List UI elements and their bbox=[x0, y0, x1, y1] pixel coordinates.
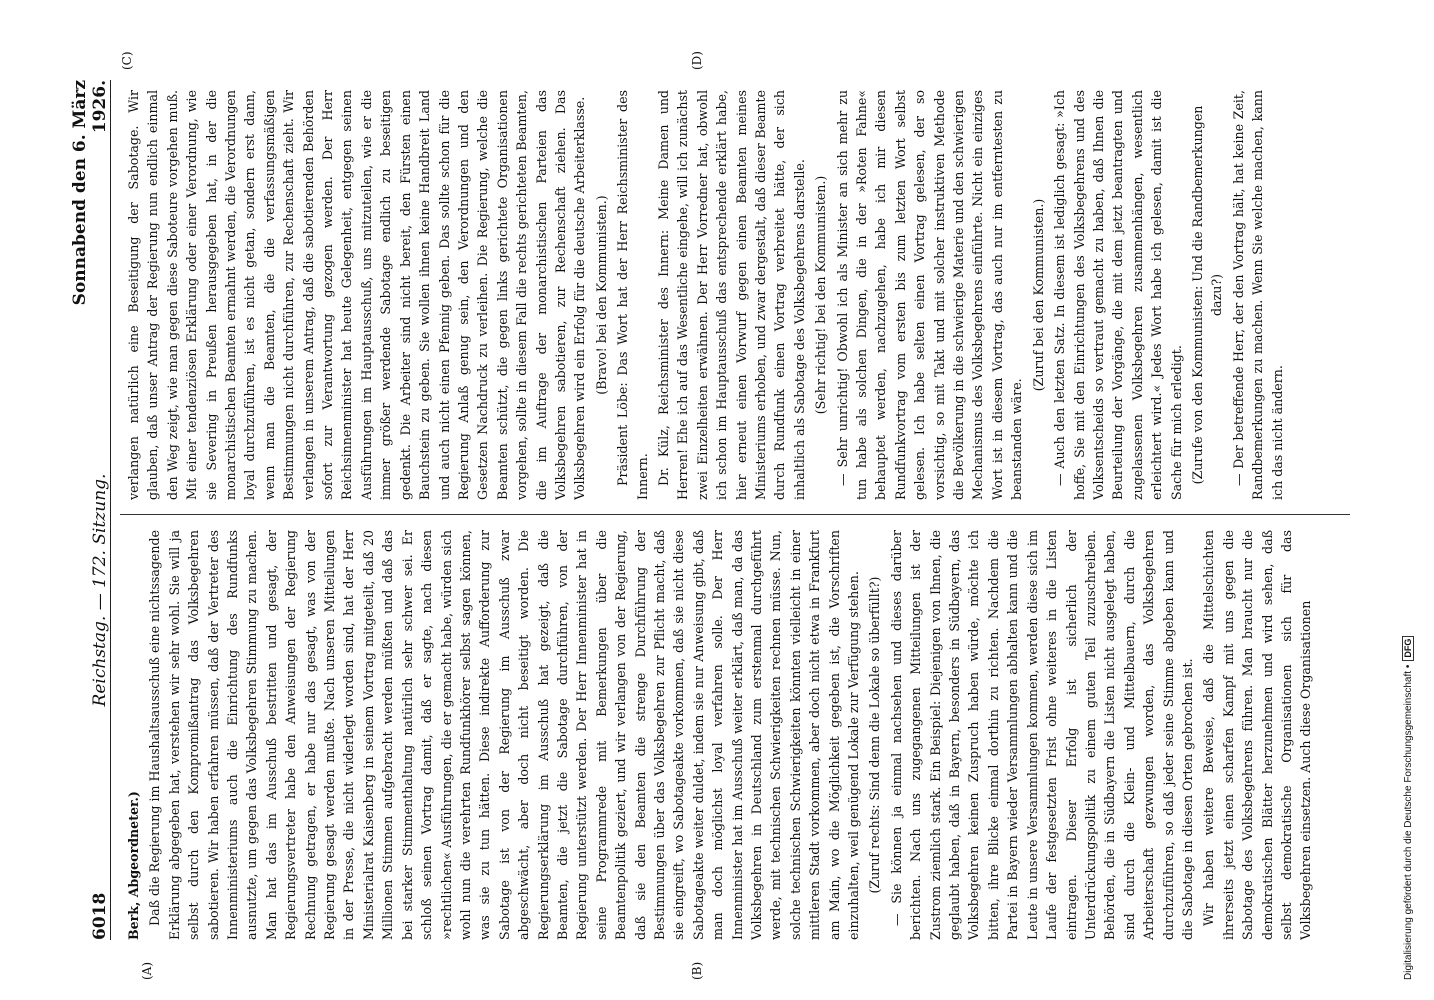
digitization-credit bbox=[1402, 20, 1426, 980]
paragraph: — Auch den letzten Satz. In diesem ist lediglich gesagt: »Ich hoffe, Sie mit den Einrichtungen des Volksbegehrens und des Volksentscheids so vertraut gemacht zu haben, daß Ihnen die Beurteilung der Vorgänge, die mit dem jetzt beantragten und zugelassenen Volksbegehren zusammenhängen, wesentlich erleichtert wird.« Jedes Wort habe ich gelesen, damit ist die Sache für mich erledigt. bbox=[1052, 90, 1184, 500]
margin-marker-b: (B) bbox=[690, 961, 704, 980]
session-title: Reichstag. — 172. Sitzung. bbox=[90, 473, 110, 707]
paragraph: Wir haben weitere Beweise, daß die Mittelschichten ihrerseits jetzt einen scharfen Kampf mit uns gegen die Sabotage des Volksbegehrens führen. Man braucht nur die demokratischen Blätter herzunehmen und wird sehen, daß selbst demokratische Organisationen sich für das Volksbegehren einsetzen. Auch diese Organisationen bbox=[1201, 530, 1314, 940]
margin-marker-d: (D) bbox=[690, 51, 704, 70]
session-date: Sonnabend den 6. März 1926. bbox=[70, 80, 110, 306]
margin-marker-c: (C) bbox=[120, 51, 134, 70]
paragraph: verlangen natürlich eine Beseitigung der Sabotage. Wir glauben, daß unser Antrag der Regierung nun endlich einmal den Weg zeigt, wie man gegen diese Saboteure vorgehen muß. Mit einer tendenziösen Erklärung oder einer Verordnung, wie sie Severing in Preußen herausgegeben hat, in der die monarchistischen Beamten ermahnt werden, die Verordnungen loyal durchzuführen, ist es nicht getan, sondern erst dann, wenn man die Beamten, die die verfassungsmäßigen Bestimmungen nicht durchführen, zur Rechenschaft zieht. Wir verlangen in unserem Antrag, daß die sabotierenden Behörden sofort zur Verantwortung gezogen werden. Der Herr Reichsinnenminister hat heute Gelegenheit, entgegen seinen Ausführungen im Hauptausschuß, uns mitzuteilen, wie er die immer größer werdende Sabotage endlich zu beseitigen gedenkt. Die Arbeiter sind nicht bereit, den Fürsten einen Bauchstein zu geben. Sie wollen ihnen keine Handbreit Land und auch nicht einen Pfennig geben. Das sollte schon für die Regierung Anlaß genug sein, den Verordnungen und den Gesetzen Nachdruck zu verleihen. Die Regierung, welche die Beamten schützt, die gegen links gerichtete Organisationen vorgehen, sollte in diesem Fall die rechts gerichteten Beamten, die im Auftrage der monarchistischen Parteien das Volksbegehren sabotieren, zur Rechenschaft ziehen. Das Volksbegehren wird ein Erfolg für die deutsche Arbeiterklasse. bbox=[126, 90, 588, 500]
interjection: (Zuruf bei den Kommunisten.) bbox=[1030, 198, 1046, 392]
paragraph: — Der betreffende Herr, der den Vortrag hält, hat keine Zeit, Randbemerkungen zu machen. Wenn Sie welche machen, kann ich das nicht ändern. bbox=[1230, 90, 1285, 500]
paragraph: — Sie können ja einmal nachsehen und dieses darüber berichten. Nach uns zugegangenen Mitteilungen ist der Zustrom ziemlich stark. Ein Beispiel: Diejenigen von Ihnen, die geglaubt haben, daß in Bayern, besonders in Südbayern, das Volksbegehren keinen Zuspruch haben würde, möchte ich bitten, ihre Blicke einmal dorthin zu richten. Nachdem die Partei in Bayern wieder Versammlungen abhalten kann und die Leute in unsere Versammlungen kommen, werden diese sich im Laufe der festgesetzten Frist ohne weiteres in die Listen eintragen. Dieser Erfolg ist sicherlich der Unterdrückungspolitik zu einem guten Teil zuzuschreiben. Behörden, die in Südbayern die Listen nicht ausgelegt haben, sind durch die Klein- und Mittelbauern, durch die Arbeiterschaft gezwungen worden, das Volksbegehren durchzuführen, so daß jeder seine Stimme abgeben kann und die Sabotage in diesen Orten gebrochen ist. bbox=[888, 530, 1195, 940]
page-number: 6018 bbox=[90, 892, 110, 940]
interjection: (Zurufe von den Kommunisten: Und die Randbemerkungen dazu?) bbox=[1189, 105, 1225, 485]
column-divider bbox=[120, 514, 1350, 515]
credit-text: Digitalisierung gefördert durch die Deutsche Forschungsgemeinschaft • bbox=[1402, 664, 1414, 980]
dfg-logo: DFG bbox=[1402, 636, 1414, 661]
speaker-line: Präsident Löbe: Das Wort hat der Herr Reichsminister des Innern. bbox=[615, 90, 650, 500]
page-header bbox=[70, 80, 111, 940]
left-column bbox=[124, 530, 1354, 940]
paragraph: Dr. Külz, Reichsminister des Innern: Meine Damen und Herren! Ehe ich auf das Wesentliche eingehe, will ich zunächst zwei Einzelheiten erwähnen. Der Herr Vorredner hat, obwohl ich schon im Hauptausschuß das entsprechende erklärt habe, hier erneut einen Vorwurf gegen einen Beamten meines Ministeriums erhoben, und zwar dergestalt, daß dieser Beamte durch Rundfunk einen Vortrag verbreitet hätte, der sich inhaltlich als Sabotage des Volksbegehrens darstelle. bbox=[655, 90, 807, 500]
credit-line bbox=[1402, 20, 1414, 980]
interjection: (Bravo! bei den Kommunisten.) bbox=[593, 195, 609, 395]
speaker-line: Berk, Abgeordneter.) bbox=[126, 791, 141, 940]
rotated-page-content bbox=[70, 51, 1410, 980]
interjection: (Sehr richtig! bei den Kommunisten.) bbox=[813, 175, 829, 415]
margin-marker-a: (A) bbox=[140, 961, 154, 980]
interjection: (Zuruf rechts: Sind denn die Lokale so überfüllt?) bbox=[867, 576, 883, 894]
paragraph: Daß die Regierung im Haushaltsausschuß eine nichtssagende Erklärung abgegeben hat, verstehen wir sehr wohl. Sie will ja selbst durch den Kompromißantrag das Volksbegehren sabotieren. Wir haben erfahren müssen, daß der Vertreter des Innenministeriums auch die Einrichtung des Rundfunks ausnutzte, um gegen das Volksbegehren Stimmung zu machen. Man hat das im Ausschuß bestritten und gesagt, der Regierungsvertreter habe den Anweisungen der Regierung Rechnung getragen, er habe nur das gesagt, was von der Regierung gesagt werden mußte. Nach unseren Mitteilungen in der Presse, die nicht widerlegt worden sind, hat der Herr Ministerialrat Kaisenberg in seinem Vortrag mitgeteilt, daß 20 Millionen Stimmen aufgebracht werden müßten und daß das bei starker Stimmenthaltung natürlich sehr schwer sei. Er schloß seinen Vortrag damit, daß er sagte, nach diesen »rechtlichen« Ausführungen, die er gemacht habe, würden sich wohl nun die verehrten Rundfunkhörer selbst sagen können, was sie zu tun hätten. Diese indirekte Aufforderung zur Sabotage ist von der Regierung im Ausschuß zwar abgeschwächt, aber doch nicht beseitigt worden. Die Regierungserklärung im Ausschuß hat gezeigt, daß die Beamten, die jetzt die Sabotage durchführen, von der Regierung unterstützt werden. Der Herr Innenminister hat in seine Programmrede mit Bemerkungen über die Beamtenpolitik geziert, und wir verlangen von der Regierung, daß sie den Beamten die strenge Durchführung der Bestimmungen über das Volksbegehren zur Pflicht macht, daß sie eingreift, wo Sabotageakte vorkommen, daß sie nicht diese Sabotageakte weiter duldet, indem sie nur Anweisung gibt, daß man doch möglichst loyal verfahren solle. Der Herr Innenminister hat im Ausschuß weiter erklärt, daß man, da das Volksbegehren in Deutschland zum erstenmal durchgeführt werde, mit technischen Schwierigkeiten rechnen müsse. Nun, solche technischen Schwierigkeiten könnten vielleicht in einer mittleren Stadt vorkommen, aber doch nicht etwa in Frankfurt am Main, wo die Möglichkeit gegeben ist, die Vorschriften einzuhalten, weil genügend Lokale zur Verfügung stehen. bbox=[147, 530, 862, 940]
right-column bbox=[124, 90, 1354, 500]
paragraph: — Sehr unrichtig! Obwohl ich als Minister an sich mehr zu tun habe als solchen Dingen, die in der »Roten Fahne« behauptet werden, nachzugehen, habe ich mir diesen Rundfunkvortrag vom ersten bis zum letzten Wort selbst gelesen. Ich habe selten einen Vortrag gelesen, der so vorsichtig, so mit Takt und mit solcher instruktiven Methode die Bevölkerung in die schwierige Materie und den schwierigen Mechanismus des Volksbegehrens einführte. Nicht ein einziges Wort ist in diesem Vortrag, das auch nur im entferntesten zu beanstanden wäre. bbox=[834, 90, 1025, 500]
